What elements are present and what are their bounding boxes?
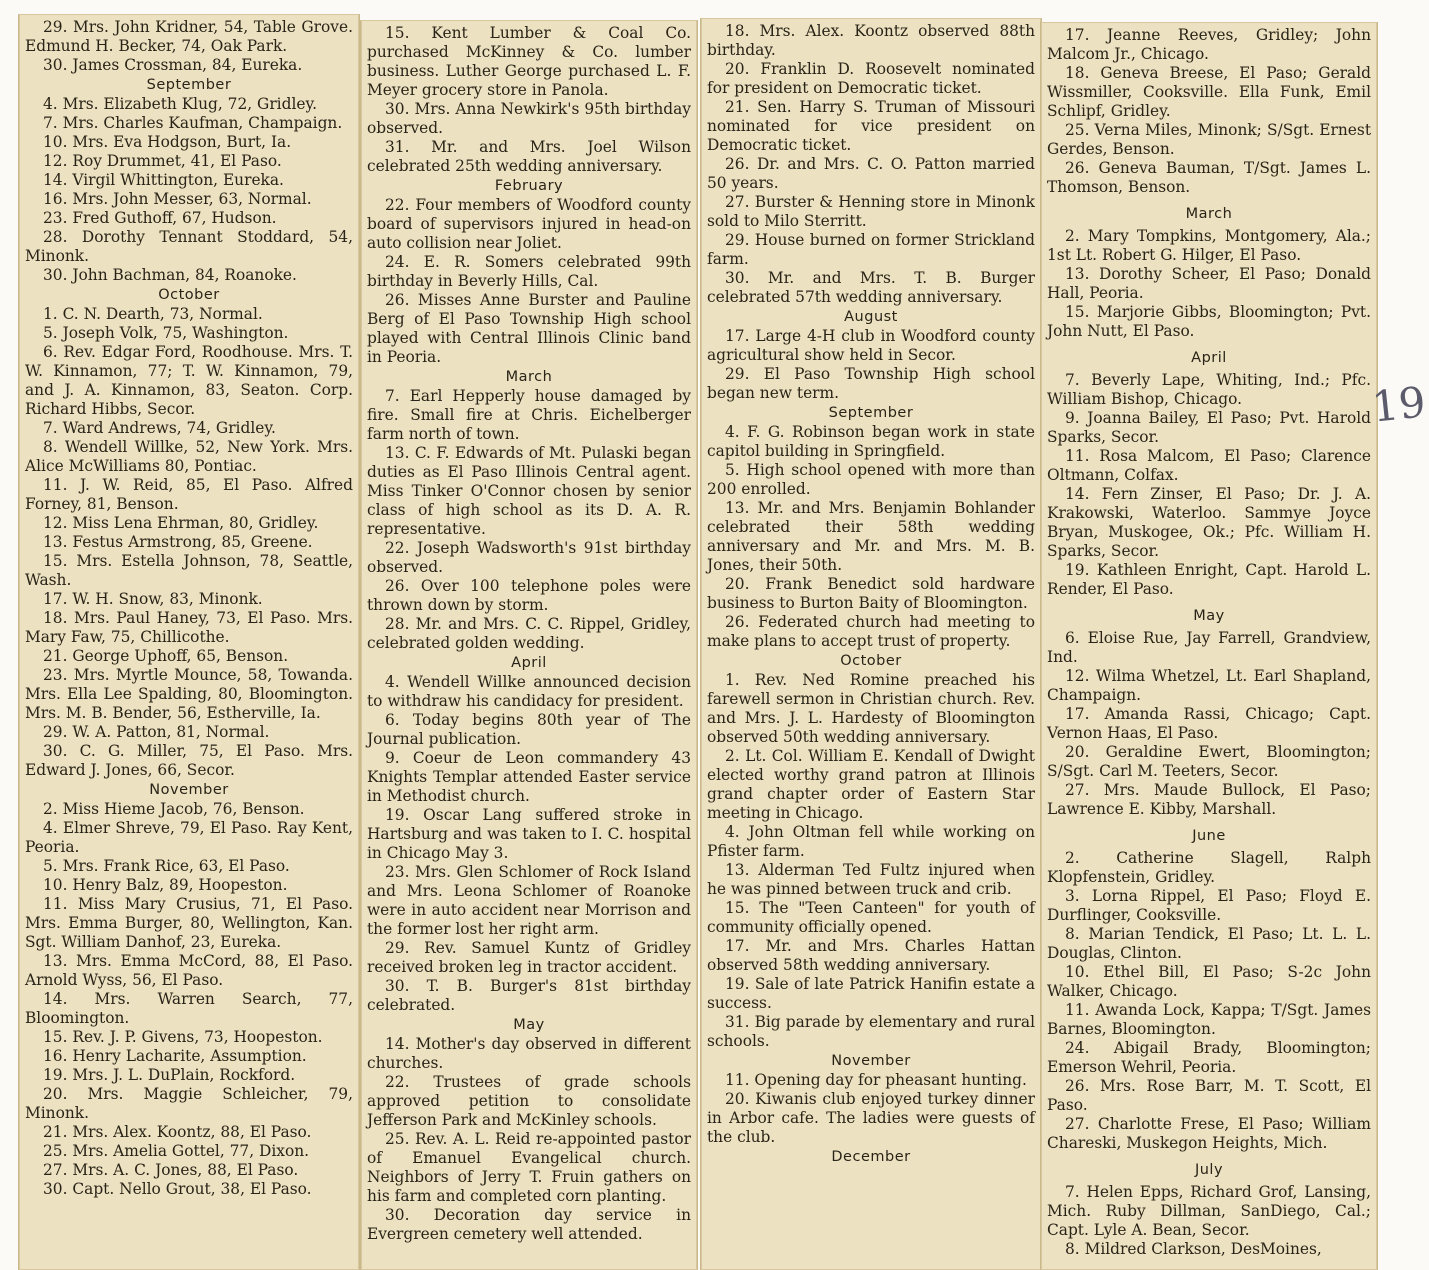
entry-item: 7. Beverly Lape, Whiting, Ind.; Pfc. William Bishop, Chicago. (1047, 371, 1371, 408)
entry-item: 19. Mrs. J. L. DuPlain, Rockford. (43, 1066, 296, 1084)
clipping-column-3 (700, 18, 1042, 1270)
entry-item: 14. Virgil Whittington, Eureka. (43, 171, 284, 189)
entry-item: 25. Rev. A. L. Reid re-appointed pastor of Emanuel Evangelical church. Neighbors of Jerry T. Fruin gathers on his farm and completed corn planting. (367, 1130, 691, 1205)
column-3-body (701, 18, 1041, 1167)
entry-item: 23. Fred Guthoff, 67, Hudson. (43, 209, 277, 227)
entry-item: 21. George Uphoff, 65, Benson. (43, 647, 289, 665)
month-heading: April (511, 655, 547, 671)
entry-item: 6. Today begins 80th year of The Journal publication. (367, 711, 691, 748)
month-heading: March (505, 369, 553, 385)
entry-item: 22. Four members of Woodford county board of supervisors injured in head-on auto collision near Joliet. (367, 196, 691, 252)
month-heading: November (149, 782, 229, 798)
entry-item: 10. Mrs. Eva Hodgson, Burt, Ia. (43, 133, 292, 151)
entry-item: 30. James Crossman, 84, Eureka. (43, 56, 303, 74)
entry-item: 20. Frank Benedict sold hardware business to Burton Baity of Bloomington. (707, 575, 1035, 612)
entry-item: 29. El Paso Township High school began new term. (707, 365, 1035, 402)
entry-item: 6. Eloise Rue, Jay Farrell, Grandview, Ind. (1047, 629, 1371, 666)
entry-item: 31. Mr. and Mrs. Joel Wilson celebrated 25th wedding anniversary. (367, 138, 691, 175)
entry-item: 13. C. F. Edwards of Mt. Pulaski began duties as El Paso Illinois Central agent. Miss Tinker O'Connor chosen by senior class of high school as its D. A. R. representative. (367, 444, 691, 538)
entry-item: 17. Amanda Rassi, Chicago; Capt. Vernon Haas, El Paso. (1047, 705, 1371, 742)
entry-item: 20. Mrs. Maggie Schleicher, 79, Minonk. (25, 1085, 353, 1122)
clipping-column-1 (18, 14, 360, 1270)
entry-item: 16. Henry Lacharite, Assumption. (43, 1047, 307, 1065)
column-2-body (361, 20, 697, 1244)
entry-item: 13. Mrs. Emma McCord, 88, El Paso. Arnold Wyss, 56, El Paso. (25, 952, 353, 989)
month-heading: October (840, 653, 902, 669)
entry-item: 18. Geneva Breese, El Paso; Gerald Wissmiller, Cooksville. Ella Funk, Emil Schlipf, Gridley. (1047, 64, 1371, 120)
entry-item: 4. F. G. Robinson began work in state capitol building in Springfield. (707, 423, 1035, 460)
entry-item: 11. Rosa Malcom, El Paso; Clarence Oltmann, Colfax. (1047, 447, 1371, 484)
entry-item: 12. Miss Lena Ehrman, 80, Gridley. (43, 514, 319, 532)
entry-item: 4. Mrs. Elizabeth Klug, 72, Gridley. (43, 95, 318, 113)
entry-item: 22. Joseph Wadsworth's 91st birthday observed. (367, 539, 691, 576)
entry-item: 30. Mrs. Anna Newkirk's 95th birthday observed. (367, 100, 691, 137)
margin-handwritten-note: 19 (1369, 377, 1428, 432)
entry-item: 3. Lorna Rippel, El Paso; Floyd E. Durflinger, Cooksville. (1047, 887, 1371, 924)
entry-item: 27. Charlotte Frese, El Paso; William Chareski, Muskegon Heights, Mich. (1047, 1115, 1371, 1152)
entry-item: 4. John Oltman fell while working on Pfister farm. (707, 823, 1035, 860)
month-heading: February (494, 178, 564, 194)
entry-item: 14. Mrs. Warren Search, 77, Bloomington. (25, 990, 353, 1027)
entry-item: 30. T. B. Burger's 81st birthday celebrated. (367, 977, 691, 1014)
entry-item: 5. High school opened with more than 200 enrolled. (707, 461, 1035, 498)
month-heading: June (1192, 828, 1226, 844)
entry-item: 17. W. H. Snow, 83, Minonk. (43, 590, 263, 608)
entry-item: 17. Mr. and Mrs. Charles Hattan observed 58th wedding anniversary. (707, 937, 1035, 974)
entry-item: 20. Kiwanis club enjoyed turkey dinner in Arbor cafe. The ladies were guests of the club. (707, 1090, 1035, 1146)
entry-item: 14. Mother's day observed in different churches. (367, 1035, 691, 1072)
month-heading: March (1185, 206, 1233, 222)
month-heading: May (513, 1017, 545, 1033)
entry-item: 30. C. G. Miller, 75, El Paso. Mrs. Edward J. Jones, 66, Secor. (25, 742, 353, 779)
entry-item: 29. W. A. Patton, 81, Normal. (43, 723, 270, 741)
entry-item: 15. The "Teen Canteen" for youth of community officially opened. (707, 899, 1035, 936)
clipping-column-2 (360, 20, 698, 1270)
entry-item: 29. Mrs. John Kridner, 54, Table Grove. Edmund H. Becker, 74, Oak Park. (25, 18, 353, 55)
month-heading: October (158, 287, 220, 303)
entry-item: 23. Mrs. Glen Schlomer of Rock Island and Mrs. Leona Schlomer of Roanoke were in auto accident near Morrison and the former lost her right arm. (367, 863, 691, 938)
entry-item: 7. Ward Andrews, 74, Gridley. (43, 419, 276, 437)
entry-item: 5. Joseph Volk, 75, Washington. (43, 324, 289, 342)
entry-item: 30. Capt. Nello Grout, 38, El Paso. (43, 1180, 312, 1198)
entry-item: 19. Oscar Lang suffered stroke in Hartsburg and was taken to I. C. hospital in Chicago May 3. (367, 806, 691, 862)
month-heading: September (146, 77, 232, 93)
entry-item: 6. Rev. Edgar Ford, Roodhouse. Mrs. T. W. Kinnamon, 77; T. W. Kinnamon, 79, and J. A. Kinnamon, 83, Seaton. Corp. Richard Hibbs, Secor. (25, 343, 353, 418)
entry-item: 13. Dorothy Scheer, El Paso; Donald Hall, Peoria. (1047, 265, 1371, 302)
entry-item: 28. Mr. and Mrs. C. C. Rippel, Gridley, celebrated golden wedding. (367, 615, 691, 652)
entry-item: 30. John Bachman, 84, Roanoke. (43, 266, 297, 284)
month-heading: December (831, 1149, 911, 1165)
entry-item: 9. Joanna Bailey, El Paso; Pvt. Harold Sparks, Secor. (1047, 409, 1371, 446)
entry-item: 21. Mrs. Alex. Koontz, 88, El Paso. (43, 1123, 312, 1141)
entry-item: 2. Lt. Col. William E. Kendall of Dwight elected worthy grand patron at Illinois grand chapter order of Eastern Star meeting in Chicago. (707, 747, 1035, 822)
entry-item: 8. Mildred Clarkson, DesMoines, (1065, 1240, 1322, 1258)
clipping-column-4 (1040, 22, 1378, 1270)
entry-item: 26. Federated church had meeting to make plans to accept trust of property. (707, 613, 1035, 650)
entry-item: 10. Henry Balz, 89, Hoopeston. (43, 876, 288, 894)
entry-item: 7. Mrs. Charles Kaufman, Champaign. (43, 114, 343, 132)
entry-item: 15. Marjorie Gibbs, Bloomington; Pvt. John Nutt, El Paso. (1047, 303, 1371, 340)
entry-item: 4. Elmer Shreve, 79, El Paso. Ray Kent, Peoria. (25, 819, 353, 856)
entry-item: 8. Marian Tendick, El Paso; Lt. L. L. Douglas, Clinton. (1047, 925, 1371, 962)
entry-item: 9. Coeur de Leon commandery 43 Knights Templar attended Easter service in Methodist church. (367, 749, 691, 805)
entry-item: 1. C. N. Dearth, 73, Normal. (43, 305, 263, 323)
entry-item: 7. Helen Epps, Richard Grof, Lansing, Mich. Ruby Dillman, SanDiego, Cal.; Capt. Lyle A. Bean, Secor. (1047, 1183, 1371, 1239)
month-heading: May (1193, 608, 1225, 624)
entry-item: 26. Misses Anne Burster and Pauline Berg of El Paso Township High school played with Central Illinois Clinic band in Peoria. (367, 291, 691, 366)
entry-item: 15. Mrs. Estella Johnson, 78, Seattle, Wash. (25, 552, 353, 589)
entry-item: 27. Mrs. Maude Bullock, El Paso; Lawrence E. Kibby, Marshall. (1047, 781, 1371, 818)
column-1-body (19, 14, 359, 1199)
entry-item: 7. Earl Hepperly house damaged by fire. Small fire at Chris. Eichelberger farm north of town. (367, 387, 691, 443)
entry-item: 26. Geneva Bauman, T/Sgt. James L. Thomson, Benson. (1047, 159, 1371, 196)
entry-item: 29. House burned on former Strickland farm. (707, 231, 1035, 268)
entry-item: 18. Mrs. Paul Haney, 73, El Paso. Mrs. Mary Faw, 75, Chillicothe. (25, 609, 353, 646)
entry-item: 13. Alderman Ted Fultz injured when he was pinned between truck and crib. (707, 861, 1035, 898)
entry-item: 25. Mrs. Amelia Gottel, 77, Dixon. (43, 1142, 310, 1160)
entry-item: 12. Roy Drummet, 41, El Paso. (43, 152, 282, 170)
entry-item: 5. Mrs. Frank Rice, 63, El Paso. (43, 857, 290, 875)
entry-item: 25. Verna Miles, Minonk; S/Sgt. Ernest Gerdes, Benson. (1047, 121, 1371, 158)
entry-item: 30. Mr. and Mrs. T. B. Burger celebrated 57th wedding anniversary. (707, 269, 1035, 306)
month-heading: August (844, 309, 898, 325)
entry-item: 21. Sen. Harry S. Truman of Missouri nominated for vice president on Democratic ticket. (707, 98, 1035, 154)
entry-item: 16. Mrs. John Messer, 63, Normal. (43, 190, 312, 208)
entry-item: 26. Dr. and Mrs. C. O. Patton married 50 years. (707, 155, 1035, 192)
entry-item: 13. Festus Armstrong, 85, Greene. (43, 533, 313, 551)
entry-item: 29. Rev. Samuel Kuntz of Gridley received broken leg in tractor accident. (367, 939, 691, 976)
entry-item: 11. J. W. Reid, 85, El Paso. Alfred Forney, 81, Benson. (25, 476, 353, 513)
entry-item: 26. Over 100 telephone poles were thrown down by storm. (367, 577, 691, 614)
entry-item: 2. Miss Hieme Jacob, 76, Benson. (43, 800, 305, 818)
entry-item: 11. Awanda Lock, Kappa; T/Sgt. James Barnes, Bloomington. (1047, 1001, 1371, 1038)
month-heading: July (1194, 1162, 1224, 1178)
entry-item: 17. Jeanne Reeves, Gridley; John Malcom Jr., Chicago. (1047, 26, 1371, 63)
entry-item: 10. Ethel Bill, El Paso; S-2c John Walker, Chicago. (1047, 963, 1371, 1000)
entry-item: 2. Mary Tompkins, Montgomery, Ala.; 1st Lt. Robert G. Hilger, El Paso. (1047, 227, 1371, 264)
entry-item: 30. Decoration day service in Evergreen cemetery well attended. (367, 1206, 691, 1243)
entry-item: 20. Geraldine Ewert, Bloomington; S/Sgt. Carl M. Teeters, Secor. (1047, 743, 1371, 780)
entry-item: 28. Dorothy Tennant Stoddard, 54, Minonk. (25, 228, 353, 265)
entry-item: 22. Trustees of grade schools approved petition to consolidate Jefferson Park and McKinley schools. (367, 1073, 691, 1129)
entry-item: 20. Franklin D. Roosevelt nominated for president on Democratic ticket. (707, 60, 1035, 97)
entry-item: 8. Wendell Willke, 52, New York. Mrs. Alice McWilliams 80, Pontiac. (25, 438, 353, 475)
month-heading: April (1191, 350, 1227, 366)
entry-item: 2. Catherine Slagell, Ralph Klopfenstein, Gridley. (1047, 849, 1371, 886)
entry-item: 12. Wilma Whetzel, Lt. Earl Shapland, Champaign. (1047, 667, 1371, 704)
entry-item: 19. Sale of late Patrick Hanifin estate a success. (707, 975, 1035, 1012)
entry-item: 11. Opening day for pheasant hunting. (725, 1071, 1027, 1089)
entry-item: 15. Rev. J. P. Givens, 73, Hoopeston. (43, 1028, 323, 1046)
entry-item: 11. Miss Mary Crusius, 71, El Paso. Mrs. Emma Burger, 80, Wellington, Kan. Sgt. William Danhof, 23, Eureka. (25, 895, 353, 951)
entry-item: 31. Big parade by elementary and rural schools. (707, 1013, 1035, 1050)
entry-item: 15. Kent Lumber & Coal Co. purchased McKinney & Co. lumber business. Luther George purchased L. F. Meyer grocery store in Panola. (367, 24, 691, 99)
entry-item: 14. Fern Zinser, El Paso; Dr. J. A. Krakowski, Waterloo. Sammye Joyce Bryan, Muskogee, Ok.; Pfc. William H. Sparks, Secor. (1047, 485, 1371, 560)
month-heading: September (828, 405, 914, 421)
entry-item: 19. Kathleen Enright, Capt. Harold L. Render, El Paso. (1047, 561, 1371, 598)
entry-item: 27. Mrs. A. C. Jones, 88, El Paso. (43, 1161, 299, 1179)
entry-item: 18. Mrs. Alex. Koontz observed 88th birthday. (707, 22, 1035, 59)
entry-item: 27. Burster & Henning store in Minonk sold to Milo Sterritt. (707, 193, 1035, 230)
entry-item: 13. Mr. and Mrs. Benjamin Bohlander celebrated their 58th wedding anniversary and Mr. and Mrs. M. B. Jones, their 50th. (707, 499, 1035, 574)
column-4-body (1041, 22, 1377, 1259)
entry-item: 17. Large 4-H club in Woodford county agricultural show held in Secor. (707, 327, 1035, 364)
entry-item: 24. Abigail Brady, Bloomington; Emerson Wehril, Peoria. (1047, 1039, 1371, 1076)
entry-item: 4. Wendell Willke announced decision to withdraw his candidacy for president. (367, 673, 691, 710)
entry-item: 1. Rev. Ned Romine preached his farewell sermon in Christian church. Rev. and Mrs. J. L. Hardesty of Bloomington observed 50th wedding anniversary. (707, 671, 1035, 746)
month-heading: November (831, 1053, 911, 1069)
entry-item: 26. Mrs. Rose Barr, M. T. Scott, El Paso. (1047, 1077, 1371, 1114)
entry-item: 24. E. R. Somers celebrated 99th birthday in Beverly Hills, Cal. (367, 253, 691, 290)
entry-item: 23. Mrs. Myrtle Mounce, 58, Towanda. Mrs. Ella Lee Spalding, 80, Bloomington. Mrs. M. B. Bender, 56, Estherville, Ia. (25, 666, 353, 722)
